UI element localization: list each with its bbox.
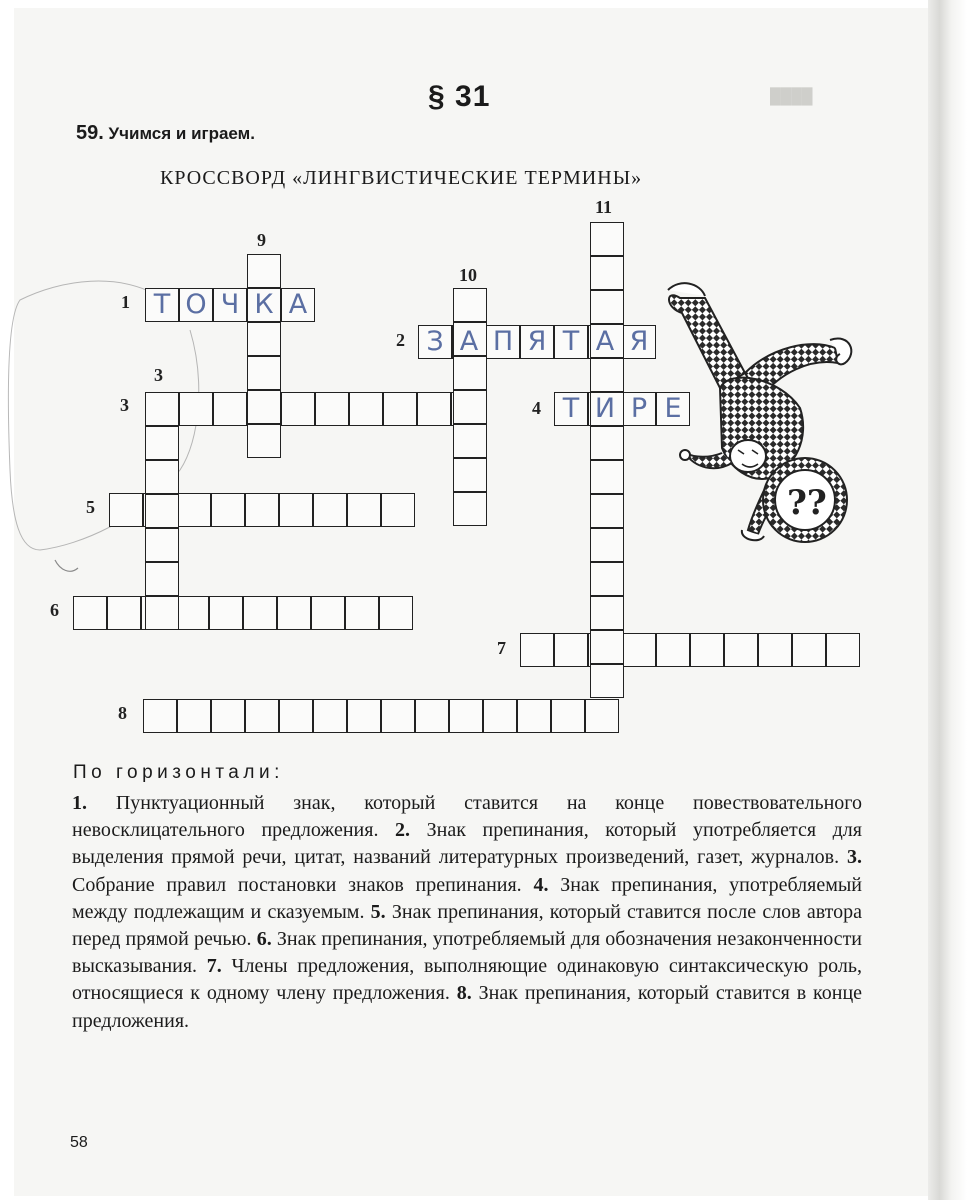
- clue-8-text: Знак препинания, который ставится в конце предложения.: [72, 982, 863, 1032]
- clue-6-text: Знак препинания, употребляемый для обозначения незаконченности высказывания.: [72, 928, 863, 978]
- answer-4-letter: Р: [630, 393, 648, 424]
- clue-4-text: Знак препинания, употребляемый между подлежащим и сказуемым.: [72, 873, 863, 923]
- clue-number-10: 10: [459, 265, 477, 285]
- answer-1-letter: Ч: [220, 289, 240, 320]
- crossword-cell[interactable]: [145, 494, 179, 528]
- clue-number-2: 2: [396, 330, 405, 350]
- crossword-cell[interactable]: [590, 494, 624, 528]
- answer-2-letter: Я: [629, 326, 649, 357]
- show-through-text: ████: [770, 88, 813, 105]
- crossword-cell[interactable]: [73, 596, 107, 630]
- crossword-cell[interactable]: [453, 356, 487, 390]
- crossword-cell[interactable]: [145, 426, 179, 460]
- clue-number-3-across: 3: [120, 395, 129, 415]
- crossword-cell[interactable]: [517, 699, 551, 733]
- crossword-cell[interactable]: [590, 596, 624, 630]
- crossword-cell[interactable]: [381, 493, 415, 527]
- crossword-cell[interactable]: [277, 596, 311, 630]
- crossword-cell[interactable]: [247, 356, 281, 390]
- answer-4-letter: Т: [562, 393, 580, 424]
- clue-number-7: 7: [497, 638, 506, 658]
- crossword-cell[interactable]: [690, 633, 724, 667]
- crossword-cell[interactable]: [247, 424, 281, 458]
- clue-1-number: 1.: [72, 792, 87, 814]
- crossword-cell[interactable]: [145, 528, 179, 562]
- crossword-cell[interactable]: [315, 392, 349, 426]
- crossword-cell[interactable]: [590, 562, 624, 596]
- crossword-cell[interactable]: [311, 596, 345, 630]
- crossword-cell[interactable]: [145, 460, 179, 494]
- crossword-cell[interactable]: [551, 699, 585, 733]
- crossword-cell[interactable]: [453, 288, 487, 322]
- crossword-cell[interactable]: [145, 562, 179, 596]
- crossword-cell[interactable]: [279, 699, 313, 733]
- crossword-cell[interactable]: [313, 699, 347, 733]
- clue-7-number: 7.: [206, 955, 222, 978]
- crossword-cell[interactable]: [245, 699, 279, 733]
- answer-4-letter: И: [594, 393, 616, 424]
- crossword-cell[interactable]: [281, 392, 315, 426]
- crossword-cell[interactable]: [245, 493, 279, 527]
- crossword-cell[interactable]: [622, 633, 656, 667]
- crossword-cell[interactable]: [345, 596, 379, 630]
- svg-text:??: ??: [787, 483, 827, 523]
- crossword-title: КРОССВОРД «ЛИНГВИСТИЧЕСКИЕ ТЕРМИНЫ»: [160, 167, 643, 189]
- answer-2-letter: Т: [562, 326, 580, 357]
- crossword-cell[interactable]: [109, 493, 143, 527]
- clue-5-number: 5.: [370, 900, 386, 923]
- crossword-cell[interactable]: [590, 256, 624, 290]
- clue-number-6: 6: [50, 600, 59, 620]
- clue-number-11: 11: [595, 197, 613, 217]
- crossword-cell[interactable]: [554, 633, 588, 667]
- crossword-cell[interactable]: [177, 699, 211, 733]
- answer-2-letter: Я: [527, 326, 547, 357]
- clue-number-8: 8: [118, 703, 127, 723]
- exercise-title: Учимся и играем.: [108, 124, 255, 143]
- crossword-cell[interactable]: [417, 392, 451, 426]
- crossword-cell[interactable]: [211, 493, 245, 527]
- crossword-cell[interactable]: [590, 528, 624, 562]
- crossword-cell[interactable]: [209, 596, 243, 630]
- clue-3-number: 3.: [847, 846, 863, 869]
- crossword-cell[interactable]: [590, 426, 624, 460]
- clue-6-number: 6.: [256, 928, 272, 951]
- section-title: § 31: [428, 80, 491, 113]
- crossword-cell[interactable]: [383, 392, 417, 426]
- answer-1-letter: Т: [153, 289, 171, 320]
- crossword-cell[interactable]: [453, 390, 487, 424]
- answer-2-letter: А: [595, 326, 615, 357]
- crossword-cell[interactable]: [381, 699, 415, 733]
- crossword-cell[interactable]: [347, 699, 381, 733]
- crossword-cell[interactable]: [175, 596, 209, 630]
- crossword-cell[interactable]: [453, 458, 487, 492]
- clue-number-3-down: 3: [154, 365, 163, 385]
- crossword-cell[interactable]: [349, 392, 383, 426]
- crossword-cell[interactable]: [145, 392, 179, 426]
- crossword-cell[interactable]: [211, 699, 245, 733]
- crossword-cell[interactable]: [656, 633, 690, 667]
- crossword-cell[interactable]: [590, 358, 624, 392]
- crossword-cell[interactable]: [247, 390, 281, 424]
- crossword-cell[interactable]: [590, 460, 624, 494]
- crossword-cell[interactable]: [415, 699, 449, 733]
- answer-2-letter: З: [426, 326, 444, 357]
- clue-number-5: 5: [86, 497, 95, 517]
- crossword-cell[interactable]: [313, 493, 347, 527]
- clue-2-text: Знак препинания, который употребляется для выделения прямой речи, цитат, названий литературных произведений, газет, журналов.: [72, 819, 862, 869]
- clue-1-text: Пунктуационный знак, который ставится на конце повествовательного невосклицательного предложения.: [72, 792, 863, 842]
- crossword-cell[interactable]: [590, 630, 624, 664]
- crossword-cell[interactable]: [243, 596, 277, 630]
- answer-2-letter: А: [459, 326, 479, 357]
- crossword-cell[interactable]: [143, 699, 177, 733]
- crossword-cell[interactable]: [279, 493, 313, 527]
- crossword-cell[interactable]: [107, 596, 141, 630]
- crossword-cell[interactable]: [179, 392, 213, 426]
- answer-1-letter: А: [288, 289, 308, 320]
- clue-5-text: Знак препинания, который ставится после слов автора перед прямой речью.: [72, 900, 862, 951]
- crossword-cell[interactable]: [590, 664, 624, 698]
- exercise-number: 59.: [76, 122, 104, 144]
- crossword-cell[interactable]: [453, 492, 487, 526]
- crossword-cell[interactable]: [453, 424, 487, 458]
- crossword-cell[interactable]: [758, 633, 792, 667]
- answer-2-letter: П: [492, 326, 514, 357]
- page-number: 58: [70, 1134, 88, 1151]
- crossword-cell[interactable]: [590, 290, 624, 324]
- crossword-cell[interactable]: [590, 222, 624, 256]
- clue-4-number: 4.: [533, 873, 549, 896]
- jester-illustration: [660, 278, 860, 548]
- crossword-cell[interactable]: [449, 699, 483, 733]
- crossword-cell[interactable]: [826, 633, 860, 667]
- crossword-cell[interactable]: [247, 254, 281, 288]
- crossword-cell[interactable]: [520, 633, 554, 667]
- clues-heading: По горизонтали:: [73, 762, 284, 783]
- answer-1-letter: К: [254, 289, 274, 320]
- crossword-cell[interactable]: [145, 596, 179, 630]
- clue-number-4: 4: [532, 398, 541, 418]
- crossword-cell[interactable]: [792, 633, 826, 667]
- clue-2-number: 2.: [395, 819, 411, 842]
- clue-number-9: 9: [257, 230, 266, 250]
- crossword-cell[interactable]: [177, 493, 211, 527]
- crossword-cell[interactable]: [213, 392, 247, 426]
- crossword-cell[interactable]: [724, 633, 758, 667]
- answer-1-letter: О: [185, 289, 207, 320]
- clue-3-text: Собрание правил постановки знаков препинания.: [72, 873, 522, 896]
- clue-7-text: Члены предложения, выполняющие одинаковую синтаксическую роль, относящиеся к одному члену предложения.: [72, 955, 863, 1005]
- crossword-cell[interactable]: [247, 322, 281, 356]
- crossword-cell[interactable]: [379, 596, 413, 630]
- crossword-cell[interactable]: [483, 699, 517, 733]
- answer-4-letter: Е: [664, 393, 682, 424]
- clue-8-number: 8.: [456, 982, 472, 1005]
- crossword-cell[interactable]: [347, 493, 381, 527]
- clue-number-1: 1: [121, 292, 130, 312]
- crossword-cell[interactable]: [585, 699, 619, 733]
- clues-text: [72, 790, 862, 1035]
